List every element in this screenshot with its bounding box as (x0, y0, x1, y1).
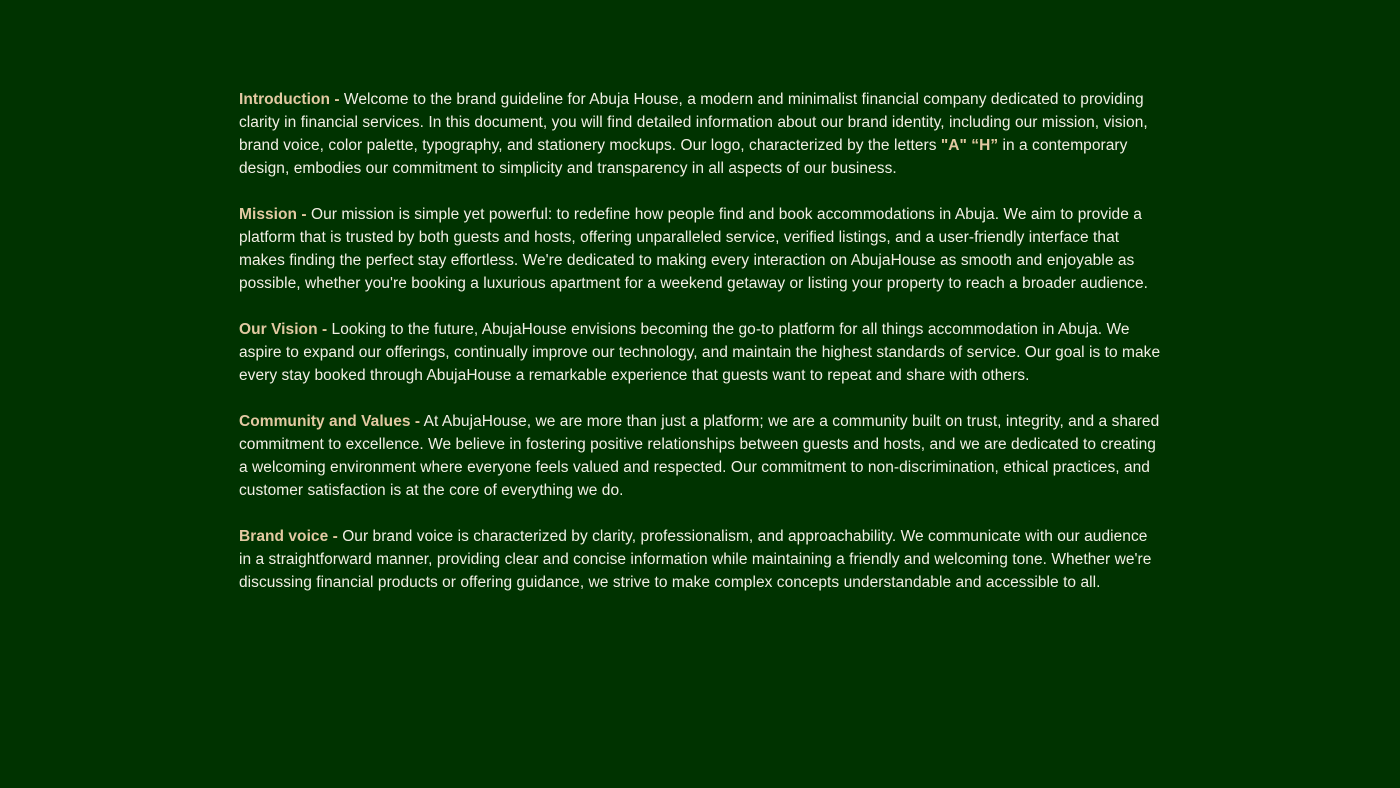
guideline-content (239, 88, 1163, 617)
brand-voice-text: Our brand voice is characterized by clarity, professionalism, and approachability. We communicate with our audience in a straightforward manner, providing clear and concise information while maintaining a friendly and welcoming tone. Whether we're discussing financial products or offering guidance, we strive to make complex concepts understandable and accessible to all. (239, 528, 1152, 591)
mission-paragraph (239, 203, 1163, 295)
community-values-text: At AbujaHouse, we are more than just a platform; we are a community built on trust, integrity, and a shared commitment to excellence. We believe in fostering positive relationships between guests and hosts, and we are dedicated to creating a welcoming environment where everyone feels valued and respected. Our commitment to non-discrimination, ethical practices, and customer satisfaction is at the core of everything we do. (239, 413, 1160, 499)
brand-voice-paragraph (239, 525, 1163, 594)
vision-label: Our Vision - (239, 321, 328, 338)
introduction-label: Introduction - (239, 91, 340, 108)
community-values-paragraph (239, 410, 1163, 502)
introduction-text-end: in a contemporary design, embodies our commitment to simplicity and transparency in all aspects of our business. (239, 137, 1128, 177)
brand-voice-label: Brand voice - (239, 528, 338, 545)
community-values-label: Community and Values - (239, 413, 421, 430)
vision-text: Looking to the future, AbujaHouse envisions becoming the go-to platform for all things accommodation in Abuja. We aspire to expand our offerings, continually improve our technology, and maintain the highest standards of service. Our goal is to make every stay booked through AbujaHouse a remarkable experience that guests want to repeat and share with others. (239, 321, 1161, 384)
introduction-text-start: Welcome to the brand guideline for Abuja House, a modern and minimalist financial company dedicated to providing clarity in financial services. In this document, you will find detailed information about our brand identity, including our mission, vision, brand voice, color palette, typography, and stationery mockups. Our logo, characterized by the letters (239, 91, 1148, 154)
mission-label: Mission - (239, 206, 307, 223)
logo-letters-emphasis: "A" “H” (940, 137, 999, 154)
introduction-paragraph (239, 88, 1163, 180)
mission-text: Our mission is simple yet powerful: to redefine how people find and book accommodations in Abuja. We aim to provide a platform that is trusted by both guests and hosts, offering unparalleled service, verified listings, and a user-friendly interface that makes finding the perfect stay effortless. We're dedicated to making every interaction on AbujaHouse as smooth and enjoyable as possible, whether you're booking a luxurious apartment for a weekend getaway or listing your property to reach a broader audience. (239, 206, 1148, 292)
vision-paragraph (239, 318, 1163, 387)
